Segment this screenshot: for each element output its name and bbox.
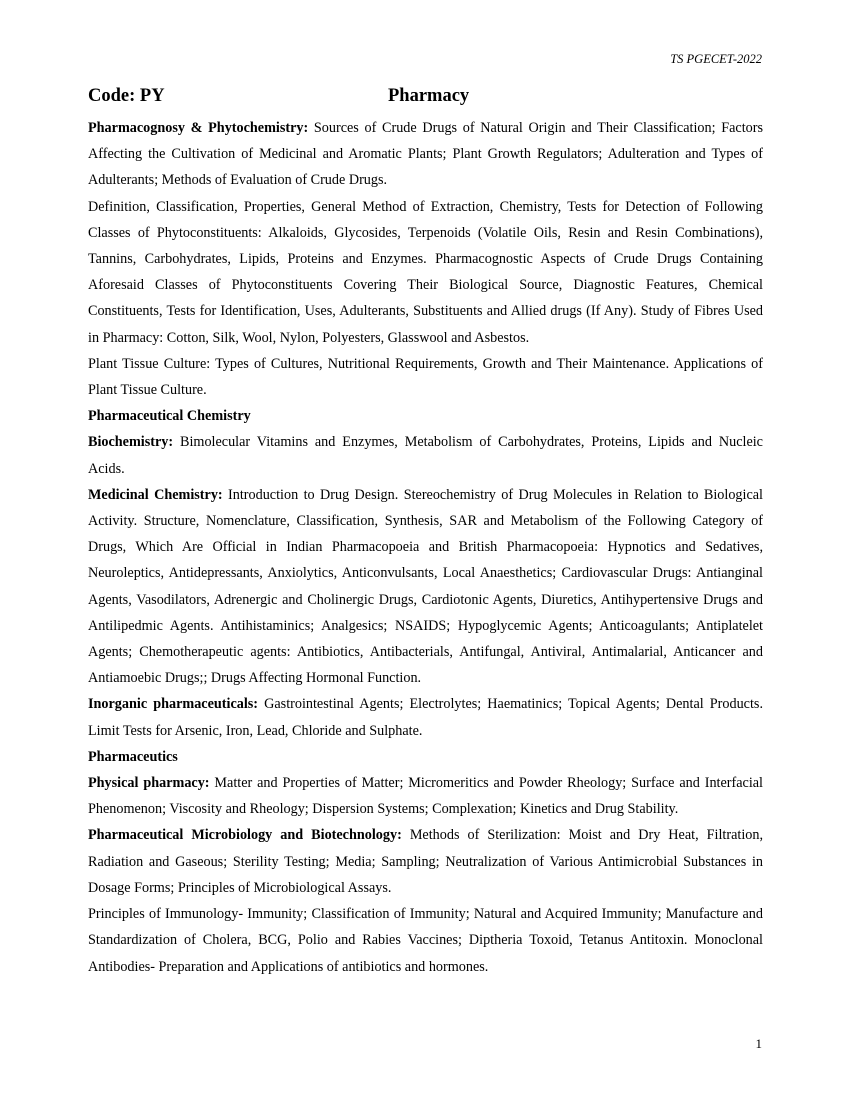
paragraph-text: Gastrointestinal Agents; Electrolytes; Haematinics; Topical Agents; Dental Products. Limit Tests for Arsenic, Iron, Lead, Chloride and Sulphate. [88,696,763,739]
paragraph-text: Plant Tissue Culture: Types of Cultures, Nutritional Requirements, Growth and Their Maintenance. Applications of Plant Tissue Culture. [88,355,763,399]
paragraph-microbiology [88,822,763,901]
paragraph-biochemistry [88,429,763,481]
page-number: 1 [755,1036,762,1051]
paragraph-text: Matter and Properties of Matter; Micromeritics and Powder Rheology; Surface and Interfacial Phenomenon; Viscosity and Rheology; Dispersion Systems; Complexation; Kinetics and Drug Stability. [88,775,764,818]
paragraph-text: Bimolecular Vitamins and Enzymes, Metabolism of Carbohydrates, Proteins, Lipids and Nucleic Acids. [88,434,763,477]
paragraph-label: Pharmaceutical Microbiology and Biotechnology: [88,827,402,844]
section-heading-pharmaceutics: Pharmaceutics [88,748,178,765]
paragraph-label: Physical pharmacy: [88,775,210,792]
paragraph-label: Biochemistry: [88,434,174,451]
paragraph-physical-pharmacy [88,770,763,822]
title-row [88,86,762,110]
paragraph-text: Sources of Crude Drugs of Natural Origin and Their Classification; Factors Affecting the Cultivation of Medicinal and Aromatic Plants; Plant Growth Regulators; Adulteration and Types of Adulterants; Methods of Evaluation of Crude Drugs. [88,120,763,189]
paragraph-inorganic-pharmaceuticals [88,691,763,743]
paragraph-text: Introduction to Drug Design. Stereochemistry of Drug Molecules in Relation to Biological Activity. Structure, Nomenclature, Classification, Synthesis, SAR and Metabolism of the Following Category of Drugs, Which Are Official in Indian Pharmacopoeia and British Pharmacopoeia: Hypnotics and Sedatives, Neuroleptics, Antidepressants, Anxiolytics, Anticonvulsants, Local Anaesthetics; Cardiovascular Drugs: Antianginal Agents, Vasodilators, Adrenergic and Cholinergic Drugs, Cardiotonic Agents, Diuretics, Antihypertensive Drugs and Antilipedmic Agents. Antihistaminics; Analgesics; NSAIDS; Hypoglycemic Agents; Anticoagulants; Antiplatelet Agents; Chemotherapeutic agents: Antibiotics, Antibacterials, Antifungal, Antiviral, Antimalarial, Anticancer and Antiamoebic Drugs;; Drugs Affecting Hormonal Function. [88,486,763,687]
paragraph-text: Methods of Sterilization: Moist and Dry Heat, Filtration, Radiation and Gaseous; Sterility Testing; Media; Sampling; Neutralization of Various Antimicrobial Substances in Dosage Forms; Principles of Microbiological Assays. [88,827,763,896]
paragraph-label: Inorganic pharmaceuticals: [88,696,259,713]
paragraph-text: Definition, Classification, Properties, General Method of Extraction, Chemistry, Tests for Detection of Following Classes of Phytoconstituents: Alkaloids, Glycosides, Terpenoids (Volatile Oils, Resin and Resin Combinations), Tannins, Carbohydrates, Lipids, Proteins and Enzymes. Pharmacognostic Aspects of Crude Drugs Containing Aforesaid Classes of Phytoconstituents Covering Their Biological Source, Diagnostic Features, Chemical Constituents, Tests for Identification, Uses, Adulterants, Substituents and Allied drugs (If Any). Study of Fibres Used in Pharmacy: Cotton, Silk, Wool, Nylon, Polyesters, Glasswool and Asbestos. [88,198,763,346]
paragraph-text: Principles of Immunology- Immunity; Classification of Immunity; Natural and Acquired Immunity; Manufacture and Standardization of Cholera, BCG, Polio and Rabies Vaccines; Diptheria Toxoid, Tetanus Antitoxin. Monoclonal Antibodies- Preparation and Applications of antibiotics and hormones. [88,906,763,975]
paragraph-pharmacognosy [88,115,763,194]
paragraph-label: Medicinal Chemistry: [88,486,223,503]
paragraph-phytoconstituents [88,194,763,351]
syllabus-content [88,115,763,980]
exam-code: Code: PY [88,86,165,106]
running-header: TS PGECET-2022 [670,52,762,66]
paragraph-plant-tissue-culture [88,351,763,403]
subject-title: Pharmacy [388,86,470,106]
paragraph-immunology [88,901,763,980]
paragraph-label: Pharmacognosy & Phytochemistry: [88,120,309,136]
paragraph-medicinal-chemistry [88,482,763,692]
section-heading-pharmaceutical-chemistry: Pharmaceutical Chemistry [88,408,251,425]
